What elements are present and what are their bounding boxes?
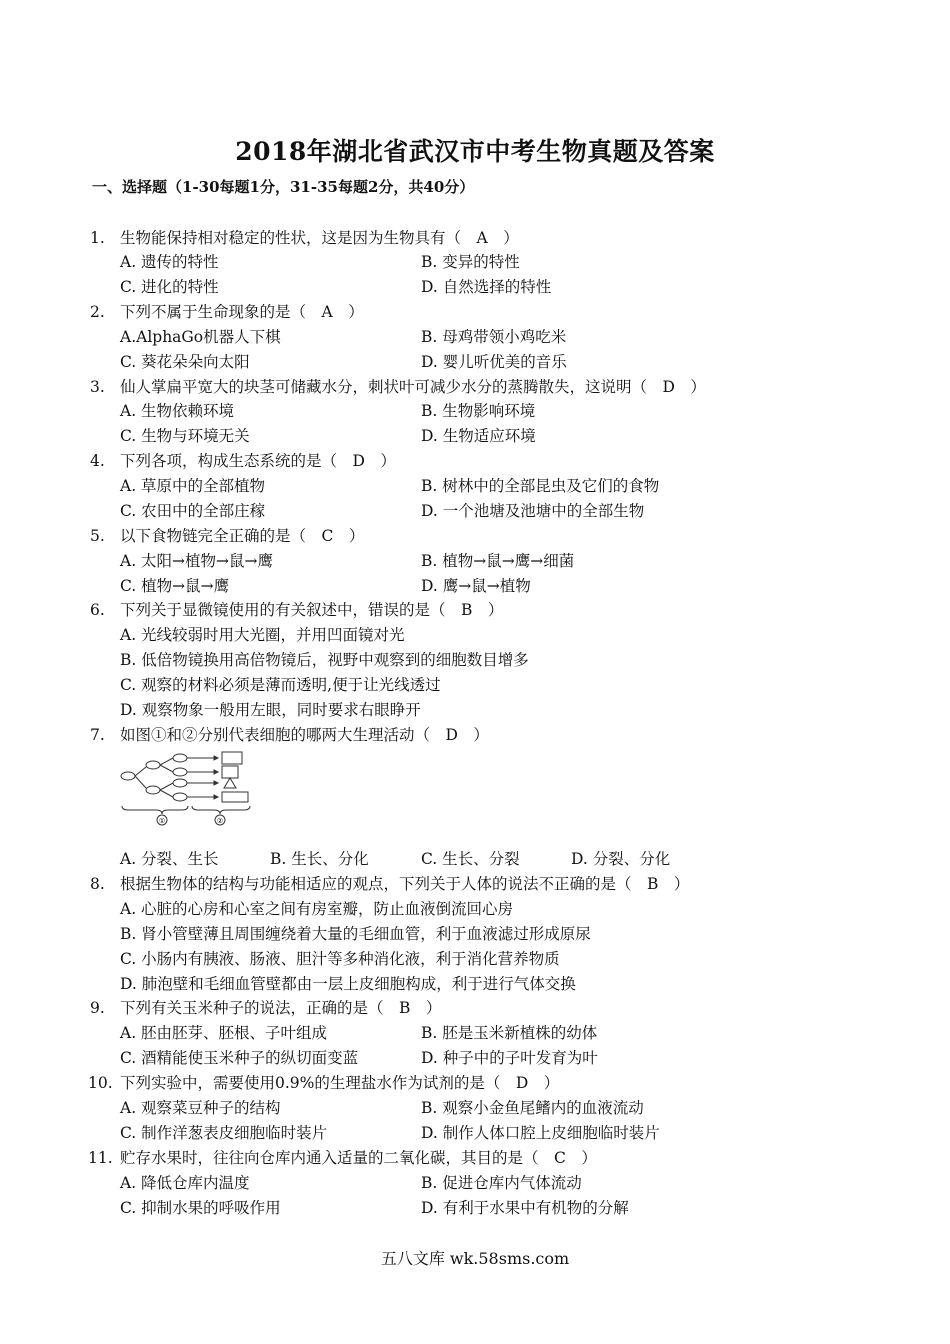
option-a: A. 生物依赖环境	[120, 402, 235, 420]
option-a: A.AlphaGo机器人下棋	[120, 328, 281, 346]
tissue-shape	[222, 792, 248, 802]
question-text: 下列不属于生命现象的是（ A ）	[120, 303, 364, 321]
question-number: 1.	[90, 229, 105, 247]
question-text: 生物能保持相对稳定的性状，这是因为生物具有（ A ）	[120, 229, 519, 247]
option-a: A. 分裂、生长	[120, 850, 219, 868]
option-d: D. 有利于水果中有机物的分解	[421, 1199, 629, 1217]
question-number: 2.	[90, 303, 105, 321]
tissue-shape	[222, 766, 238, 778]
question-text: 以下食物链完全正确的是（ C ）	[120, 527, 365, 545]
option-a: A. 草原中的全部植物	[120, 477, 266, 495]
option-d: D. 婴儿听优美的音乐	[421, 353, 567, 371]
option-b: B. 树林中的全部昆虫及它们的食物	[421, 477, 660, 495]
cell-shape	[121, 772, 135, 780]
option-d: D. 自然选择的特性	[421, 278, 552, 296]
question-number: 11.	[88, 1149, 113, 1167]
section-heading: 一、选择题（1-30每题1分，31-35每题2分，共40分）	[92, 178, 475, 196]
figure-label: ①	[158, 817, 166, 825]
question-number: 6.	[90, 601, 105, 619]
option-b: B. 低倍物镜换用高倍物镜后，视野中观察到的细胞数目增多	[120, 651, 529, 669]
cell-shape	[146, 761, 160, 769]
option-a: A. 观察菜豆种子的结构	[120, 1099, 281, 1117]
option-c: C. 进化的特性	[120, 278, 219, 296]
question-text: 贮存水果时，往往向仓库内通入适量的二氧化碳，其目的是（ C ）	[120, 1149, 597, 1167]
option-d: D. 一个池塘及池塘中的全部生物	[421, 502, 645, 520]
option-b: B. 变异的特性	[421, 253, 520, 271]
question-number: 7.	[90, 726, 105, 744]
option-c: C. 生物与环境无关	[120, 427, 250, 445]
question-text: 下列关于显微镜使用的有关叙述中，错误的是（ B ）	[120, 601, 504, 619]
question-number: 4.	[90, 452, 105, 470]
option-c: C. 制作洋葱表皮细胞临时装片	[120, 1124, 328, 1142]
question-number: 3.	[90, 378, 105, 396]
tissue-shape	[222, 752, 242, 764]
option-a: A. 胚由胚芽、胚根、子叶组成	[120, 1024, 328, 1042]
option-d: D. 观察物象一般用左眼，同时要求右眼睁开	[120, 701, 421, 719]
option-b: B. 植物→鼠→鹰→细菌	[421, 552, 575, 570]
question-text: 下列实验中，需要使用0.9%的生理盐水作为试剂的是（ D ）	[120, 1074, 560, 1092]
cell-division-diagram	[118, 750, 258, 830]
question-text: 根据生物体的结构与功能相适应的观点，下列关于人体的说法不正确的是（ B ）	[120, 875, 690, 893]
option-b: B. 肾小管壁薄且周围缠绕着大量的毛细血管，利于血液滤过形成原尿	[120, 925, 591, 943]
option-d: D. 鹰→鼠→植物	[421, 577, 531, 595]
cell-shape	[173, 779, 187, 787]
question-text: 如图①和②分别代表细胞的哪两大生理活动（ D ）	[120, 726, 489, 744]
cell-shape	[173, 793, 187, 801]
option-d: D. 分裂、分化	[571, 850, 671, 868]
option-c: C. 葵花朵朵向太阳	[120, 353, 250, 371]
option-c: C. 植物→鼠→鹰	[120, 577, 230, 595]
option-c: C. 农田中的全部庄稼	[120, 502, 266, 520]
option-b: B. 生物影响环境	[421, 402, 536, 420]
option-c: C. 观察的材料必须是薄而透明,便于让光线透过	[120, 676, 441, 694]
option-a: A. 遗传的特性	[120, 253, 219, 271]
option-b: B. 观察小金鱼尾鳍内的血液流动	[421, 1099, 644, 1117]
question-number: 8.	[90, 875, 105, 893]
option-b: B. 生长、分化	[270, 850, 369, 868]
question-number: 9.	[90, 999, 105, 1017]
option-d: D. 制作人体口腔上皮细胞临时装片	[421, 1124, 660, 1142]
cell-shape	[173, 754, 187, 762]
option-c: C. 抑制水果的呼吸作用	[120, 1199, 281, 1217]
tissue-shape	[224, 778, 236, 788]
question-number: 5.	[90, 527, 105, 545]
option-a: A. 光线较弱时用大光圈，并用凹面镜对光	[120, 626, 405, 644]
footer-watermark: 五八文库 wk.58sms.com	[380, 1249, 570, 1268]
option-d: D. 生物适应环境	[421, 427, 536, 445]
question-number: 10.	[88, 1074, 113, 1092]
cell-shape	[146, 786, 160, 794]
option-a: A. 太阳→植物→鼠→鹰	[120, 552, 274, 570]
option-d: D. 肺泡壁和毛细血管壁都由一层上皮细胞构成，利于进行气体交换	[120, 975, 576, 993]
figure-label: ②	[216, 817, 224, 825]
option-c: C. 生长、分裂	[421, 850, 520, 868]
page-title: 2018年湖北省武汉市中考生物真题及答案	[235, 137, 715, 166]
cell-shape	[173, 768, 187, 776]
option-b: B. 胚是玉米新植株的幼体	[421, 1024, 598, 1042]
question-text: 下列各项，构成生态系统的是（ D ）	[120, 452, 396, 470]
option-a: A. 心脏的心房和心室之间有房室瓣，防止血液倒流回心房	[120, 900, 514, 918]
question-text: 下列有关玉米种子的说法，正确的是（ B ）	[120, 999, 442, 1017]
option-a: A. 降低仓库内温度	[120, 1174, 250, 1192]
option-c: C. 酒精能使玉米种子的纵切面变蓝	[120, 1049, 359, 1067]
option-b: B. 促进仓库内气体流动	[421, 1174, 582, 1192]
option-d: D. 种子中的子叶发育为叶	[421, 1049, 598, 1067]
option-c: C. 小肠内有胰液、肠液、胆汁等多种消化液，利于消化营养物质	[120, 950, 560, 968]
question-text: 仙人掌扁平宽大的块茎可储藏水分，刺状叶可减少水分的蒸腾散失，这说明（ D ）	[120, 378, 706, 396]
option-b: B. 母鸡带领小鸡吃米	[421, 328, 567, 346]
